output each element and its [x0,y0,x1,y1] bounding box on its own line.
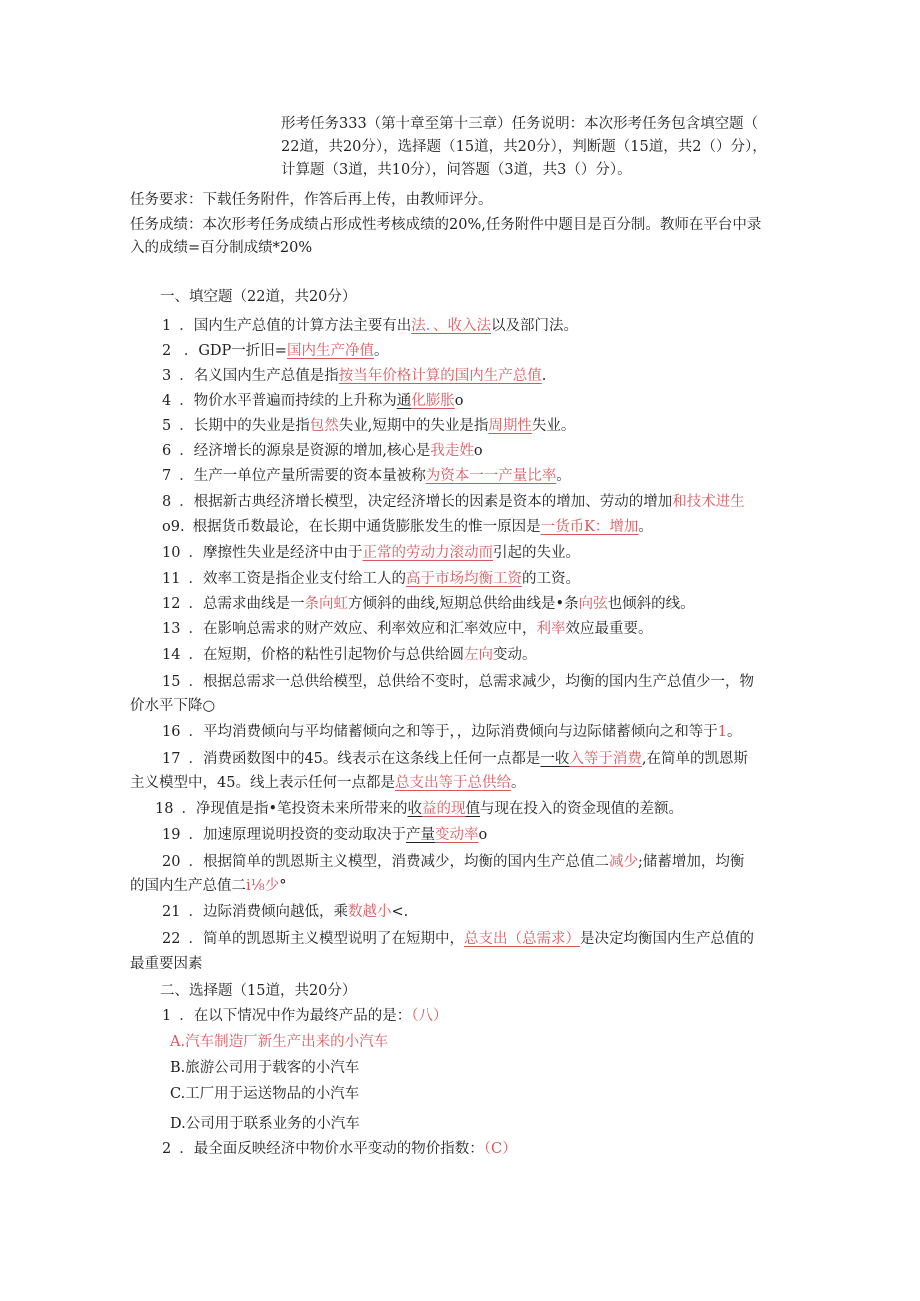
answer: 益的现 [422,801,466,817]
question-number: 5 [162,418,172,434]
header-line-3: 计算题（3道，共10分），问答题（3道，共3（）分）。 [281,162,632,178]
question-number: 16 [162,724,181,740]
fill-question-11: 11 ．效率工资是指企业支付给工人的高于市场均衡工资的工资。 [162,571,580,587]
fill-question-18: 18 ．净现值是指•笔投资未来所带来的收益的现值与现在投入的资金现值的差额。 [155,801,684,817]
fill-question-2: 2 ．GDP一折旧=国内生产净值。 [162,343,389,359]
answer: 条向虹 [304,596,348,612]
question-number: 22 [162,931,181,947]
answer: 化膨胀 [411,393,455,409]
answer: 减少 [608,854,638,870]
answer: 周期性 [488,418,532,434]
question-number: 19 [162,827,181,843]
question-number: 18 [155,801,174,817]
fill-question-9: o9. 根据货币数最论，在长期中通货膨胀发生的惟一原因是一货币K：增加。 [162,519,653,535]
fill-question-8: 8 ．根据新古典经济增长模型，决定经济增长的因素是资本的增加、劳动的增加和技术进生 [162,494,745,510]
choice-question-1: 1 ．在以下情况中作为最终产品的是：（八） [162,1008,448,1024]
fill-question-7: 7 ．生产一单位产量所需要的资本量被称为资本一一产量比率。 [162,468,571,484]
fill-question-20: 20 ．根据简单的凯恩斯主义模型，消费减少，均衡的国内生产总值二减少;储蓄增加，均衡 [162,854,745,870]
choice-question-2: 2 ．最全面反映经济中物价水平变动的物价指数：（C） [162,1141,517,1157]
question-number: 15 [162,674,181,690]
fill-question-19: 19 ．加速原理说明投资的变动取决于产量变动率o [162,827,488,843]
answer: （C） [483,1141,517,1157]
answer: i⅛少 [246,878,280,894]
task-requirement: 任务要求：下载任务附件，作答后再上传，由教师评分。 [130,192,493,208]
answer: 左向 [463,647,493,663]
answer: 我走姓 [430,443,474,459]
question-number: 20 [162,854,181,870]
choice-option-a: A.汽车制造厂新生产出来的小汽车 [170,1034,389,1050]
fill-question-22-cont: 最重要因素 [130,956,203,972]
fill-question-5: 5 ．长期中的失业是指包然失业,短期中的失业是指周期性失业。 [162,418,576,434]
question-number: 7 [162,468,172,484]
fill-question-17-cont: 主义模型中，45。线上表示任何一点都是总支出等于总供给。 [130,775,526,791]
fill-question-10: 10 ．摩擦性失业是经济中由于正常的劳动力滚动而引起的失业。 [162,545,580,561]
fill-question-4: 4 ．物价水平普遍而持续的上升称为通化膨胀o [162,393,464,409]
header-line-2: 22道，共20分），选择题（15道，共20分），判断题（15道，共2（）分）， [281,139,767,155]
fill-question-16: 16 ．平均消费倾向与平均储蓄倾向之和等于，，边际消费倾向与边际储蓄倾向之和等于1。 [162,724,742,740]
answer: 总支出（总需求） [463,931,580,947]
fill-question-13: 13 ．在影响总需求的财产效应、利率效应和汇率效应中，利率效应最重要。 [162,621,653,637]
answer: 包然 [309,418,339,434]
question-number: 8 [162,494,172,510]
answer: 法．、收入法 [411,318,491,334]
question-number: 17 [162,751,181,767]
fill-question-3: 3 ．名义国内生产总值是指按当年价格计算的国内生产总值. [162,368,547,384]
fill-question-12: 12 ．总需求曲线是一条向虹方倾斜的曲线,短期总供给曲线是•条向弦也倾斜的线。 [162,596,695,612]
answer: 一货币K：增加 [540,519,639,535]
question-number: 4 [162,393,172,409]
section-choice-title: 二、选择题（15道，共20分） [160,983,357,999]
question-number: 1 [162,1008,172,1024]
task-score-line-1: 任务成绩：本次形考任务成绩占形成性考核成绩的20%,任务附件中题目是百分制。教师在平台中录 [130,217,762,233]
question-number: 14 [162,647,181,663]
answer: 总支出等于总供给 [394,775,511,791]
fill-question-1: 1 ．国内生产总值的计算方法主要有出法．、收入法以及部门法。 [162,318,578,334]
question-number: 13 [162,621,181,637]
answer: 正常的劳动力滚动而 [362,545,493,561]
choice-option-c: C.工厂用于运送物品的小汽车 [170,1086,360,1102]
answer: 为资本一一产量比率 [425,468,557,484]
fill-question-6: 6 ．经济增长的源泉是资源的增加,核心是我走姓o [162,443,483,459]
answer: 利率 [536,621,566,637]
answer: 变动率 [434,827,479,843]
question-number: 2 [162,343,172,359]
question-number: 21 [162,904,181,920]
answer: 数越小 [347,904,392,920]
fill-question-14: 14 ．在短期，价格的粘性引起物价与总供给圆左向变动。 [162,647,537,663]
question-number: 6 [162,443,172,459]
fill-question-20-cont: 的国内生产总值二i⅛少° [130,878,287,894]
fill-question-22: 22 ．简单的凯恩斯主义模型说明了在短期中，总支出（总需求）是决定均衡国内生产总值的 [162,931,754,947]
fill-question-17: 17 ．消费函数图中的45。线表示在这条线上任何一点都是一收入等于消费,在简单的凯恩斯 [162,751,749,767]
question-number: 11 [162,571,181,587]
question-number: 2 [162,1141,172,1157]
answer: 国内生产净值 [286,343,374,359]
question-number: 12 [162,596,181,612]
question-number: o9. [162,519,185,535]
answer: （八） [411,1008,448,1024]
answer: 向弦 [578,596,608,612]
fill-question-15-cont: 价水平下降○ [130,698,216,714]
fill-question-15: 15 ．根据总需求一总供给模型，总供给不变时，总需求减少，均衡的国内生产总值少一，物 [162,674,754,690]
answer: 高于市场均衡工资 [405,571,522,587]
answer: 1 [717,724,727,740]
question-number: 1 [162,318,172,334]
header-line-1: 形考任务333（第十章至第十三章）任务说明：本次形考任务包含填空题（ [281,116,759,132]
task-score-line-2: 入的成绩=百分制成绩*20% [130,240,313,256]
question-number: 10 [162,545,181,561]
answer: 按当年价格计算的国内生产总值 [338,368,542,384]
answer: 入等于消费 [569,751,642,767]
choice-option-d: D.公司用于联系业务的小汽车 [170,1116,360,1132]
section-fill-title: 一、填空题（22道，共20分） [160,289,357,305]
fill-question-21: 21 ．边际消费倾向越低，乘数越小<. [162,904,409,920]
answer: 和技术进生 [672,494,745,510]
choice-option-b: B.旅游公司用于载客的小汽车 [170,1060,360,1076]
question-number: 3 [162,368,172,384]
